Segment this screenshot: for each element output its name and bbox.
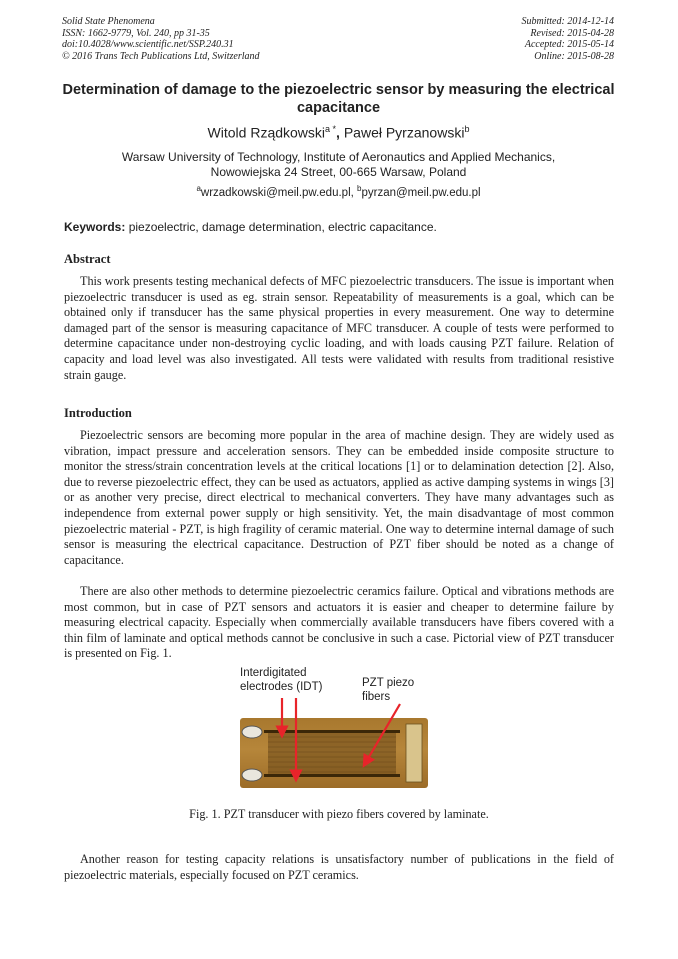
abstract-heading: Abstract [64, 252, 111, 266]
journal-header-left [62, 16, 260, 62]
doi-line: doi:10.4028/www.scientific.net/SSP.240.31 [62, 39, 234, 50]
affiliation-line-2: Nowowiejska 24 Street, 00-665 Warsaw, Poland [210, 165, 467, 179]
email-a-marker: a [196, 184, 201, 193]
email-a[interactable]: wrzadkowski@meil.pw.edu.pl, [200, 186, 358, 199]
introduction-paragraph-2: There are also other methods to determine piezoelectric ceramics failure. Optical and vibrations methods are most common, but in case of PZT sensors and actuators it is easier and cheaper to determine failure by measuring electrical capacity. Especially when commercially available transducers have fibers covered with a thin film of laminate and optical methods cannot be conclusive in such a case. Pictorial view of PZT transducer is presented on Fig. 1. [64, 584, 614, 661]
online-date: Online: 2015-08-28 [534, 50, 614, 62]
figure-1-caption: Fig. 1. PZT transducer with piezo fibers covered by laminate. [189, 807, 489, 821]
journal-header-right [522, 16, 615, 62]
author-1-affil: a * [325, 124, 337, 134]
author-2-affil: b [464, 124, 470, 134]
fibers-arrow [366, 704, 400, 762]
revised-date: Revised: 2015-04-28 [530, 27, 614, 39]
closing-paragraph: Another reason for testing capacity relations is unsatisfactory number of publications in the field of piezoelectric materials, especially focused on PZT ceramics. [64, 852, 614, 882]
accepted-date: Accepted: 2015-05-14 [524, 39, 614, 50]
copyright-line: © 2016 Trans Tech Publications Ltd, Switzerland [62, 50, 260, 62]
keywords-text: piezoelectric, damage determination, electric capacitance. [125, 220, 437, 234]
fibers-label: PZT piezo fibers [362, 677, 415, 703]
affiliation [62, 150, 615, 180]
issn-line: ISSN: 1662-9779, Vol. 240, pp 31-35 [62, 27, 210, 39]
affiliation-line-1: Warsaw University of Technology, Institute of Aeronautics and Applied Mechanics, [121, 150, 556, 164]
idt-label-line-1: Interdigitated [240, 667, 307, 679]
figure-1 [238, 666, 438, 796]
keywords [64, 220, 614, 234]
introduction-paragraph-1: Piezoelectric sensors are becoming more popular in the area of machine design. They are widely used as vibration, impact pressure and acceleration sensors. They can be embedded inside composite structure to monitor the stress/strain concentration levels at the critical locations [1] or to delamination detection [2]. Also, due to reverse piezoelectric effect, they can be used as actuators, applied as active damping systems in wings [3] or as another very precise, direct electrical to mechanical converters. They have many advantages such as independence from external power supply or high sensitivity. Yet, the main disadvantage of most common piezoelectric material - PZT, is high fragility of ceramic material. One way to determine internal damage of such sensor is measuring the electrical capacitance. Destruction of PZT fiber should be noted as a change of capacitance. [64, 428, 614, 567]
author-emails [62, 184, 615, 199]
submitted-date: Submitted: 2014-12-14 [521, 16, 614, 27]
introduction-heading: Introduction [64, 406, 132, 420]
journal-name: Solid State Phenomena [62, 16, 155, 27]
email-b[interactable]: pyrzan@meil.pw.edu.pl [361, 186, 481, 199]
author-separator: , [336, 124, 344, 141]
abstract-text: This work presents testing mechanical defects of MFC piezoelectric transducers. The issue is important when piezoelectric transducer is used as eg. strain sensor. Repeatability of measurements is a goal, which can be obtained only if transducer has the same physical properties in every measurement. One way to determine damaged part of the sensor is measuring capacitance of MFC transducer. A couple of tests were performed to determine capacitance under non-destroying cyclic loading, and with loads causing PZT failure. Relation of capacity and load level was also investigated. All tests were validated with results from traditional resistive strain gauge. [64, 274, 614, 382]
authors [62, 124, 615, 141]
author-2: Paweł Pyrzanowski [343, 124, 465, 141]
keywords-label: Keywords: [64, 220, 126, 234]
author-1: Witold Rządkowski [207, 124, 326, 141]
annotation-arrows [238, 666, 438, 796]
paper-title: Determination of damage to the piezoelectric sensor by measuring the electrical capacitance [62, 82, 615, 116]
email-b-marker: b [357, 184, 362, 193]
idt-label-line-2: electrodes (IDT) [240, 681, 323, 693]
